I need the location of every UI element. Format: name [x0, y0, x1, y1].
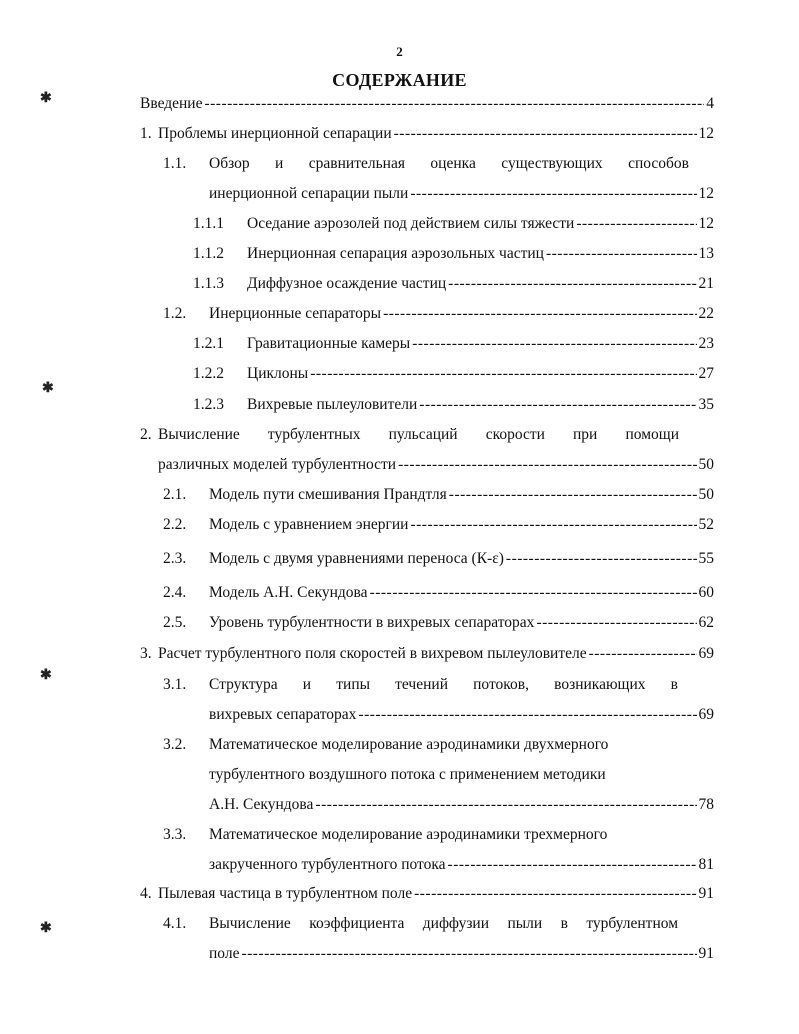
toc-entry — [140, 123, 714, 145]
toc-entry-text: Расчет турбулентного поля скоростей в вихревом пылеуловителе — [158, 645, 587, 662]
toc-entry-page: 12 — [698, 185, 714, 202]
toc-entry-page: 55 — [698, 550, 714, 567]
toc-leader — [241, 943, 696, 965]
toc-entry-page: 23 — [698, 335, 714, 352]
toc-entry-page: 13 — [698, 245, 714, 262]
toc-entry-number: 4.1. — [163, 915, 187, 932]
toc-entry-number: 3.2. — [163, 736, 187, 753]
toc-entry-page: 4 — [706, 95, 714, 112]
toc-entry-number: 1.1. — [163, 155, 187, 172]
toc-entry-text: Математическое моделирование аэродинамики двухмерного — [209, 736, 609, 753]
toc-entry-text: поле — [209, 945, 240, 962]
toc-entry-page: 78 — [698, 796, 714, 813]
toc-entry-text: Гравитационные камеры — [247, 335, 411, 352]
toc-leader — [370, 582, 697, 604]
toc-entry-page: 62 — [698, 614, 714, 631]
toc-leader — [506, 548, 697, 570]
toc-entry — [163, 153, 689, 175]
toc-entry-page: 50 — [698, 486, 714, 503]
toc-entry — [193, 213, 714, 235]
toc-leader — [410, 183, 696, 205]
toc-entry — [163, 824, 683, 846]
toc-entry-number: 2. — [140, 426, 152, 443]
toc-entry-text: Обзор и сравнительная оценка существующих способов — [209, 155, 689, 172]
toc-leader — [398, 454, 696, 476]
toc-entry — [163, 674, 678, 696]
toc-entry-page: 91 — [698, 945, 714, 962]
toc-entry — [140, 93, 714, 115]
toc-entry-page: 69 — [698, 706, 714, 723]
toc-entry-text: Введение — [140, 95, 203, 112]
toc-leader — [448, 273, 696, 295]
toc-leader — [576, 213, 696, 235]
toc-entry-page: 27 — [698, 365, 714, 382]
toc-entry-number: 1.2.2 — [193, 365, 224, 382]
toc-entry-text: Модель А.Н. Секундова — [209, 584, 368, 601]
toc-entry-number: 1. — [140, 125, 152, 142]
toc-entry — [140, 883, 714, 905]
toc-entry — [158, 454, 714, 476]
toc-entry-text: Инерционные сепараторы — [209, 305, 382, 322]
toc-entry — [209, 183, 714, 205]
margin-mark: ✱ — [40, 921, 52, 936]
toc-entry — [193, 363, 714, 385]
toc-leader — [546, 243, 697, 265]
toc-entry — [209, 943, 714, 965]
toc-entry-text: Оседание аэрозолей под действием силы тяжести — [247, 215, 575, 232]
toc-entry-page: 12 — [698, 215, 714, 232]
toc-entry — [193, 394, 714, 416]
toc-leader — [394, 123, 697, 145]
toc-entry-page: 12 — [698, 125, 714, 142]
toc-entry-page: 21 — [698, 275, 714, 292]
toc-entry-number: 1.1.2 — [193, 245, 224, 262]
toc-entry-page: 35 — [698, 396, 714, 413]
toc-entry-number: 1.2. — [163, 305, 187, 322]
toc-entry — [163, 484, 714, 506]
toc-entry-text: Вычисление коэффициента диффузии пыли в турбулентном — [209, 915, 678, 932]
toc-entry-text: Математическое моделирование аэродинамики трехмерного — [209, 826, 608, 843]
toc-entry-number: 2.5. — [163, 614, 187, 631]
toc-entry-text: различных моделей турбулентности — [158, 456, 397, 473]
toc-entry-page: 91 — [698, 885, 714, 902]
toc-leader — [419, 394, 696, 416]
toc-entry-page: 81 — [698, 856, 714, 873]
toc-entry-number: 3. — [140, 645, 152, 662]
toc-entry-text: Пылевая частица в турбулентном поле — [158, 885, 413, 902]
toc-leader — [315, 794, 696, 816]
toc-entry-text: закрученного турбулентного потока — [209, 856, 446, 873]
toc-entry-number: 1.1.3 — [193, 275, 224, 292]
toc-entry-text: Уровень турбулентности в вихревых сепараторах — [209, 614, 535, 631]
toc-entry — [193, 243, 714, 265]
toc-entry-text: Модель с уравнением энергии — [209, 516, 409, 533]
toc-entry-text: Модель с двумя уравнениями переноса (К-ε) — [209, 550, 504, 567]
toc-entry-number: 3.3. — [163, 826, 187, 843]
toc-entry-number: 3.1. — [163, 676, 187, 693]
toc-entry — [163, 734, 703, 756]
toc-entry-text: Вихревые пылеуловители — [247, 396, 418, 413]
margin-mark: ✱ — [42, 381, 54, 396]
toc-entry-text: Инерционная сепарация аэрозольных частиц — [247, 245, 544, 262]
toc-entry — [163, 303, 714, 325]
toc-entry — [140, 424, 679, 446]
toc-entry — [163, 548, 714, 570]
toc-entry-text: Проблемы инерционной сепарации — [158, 125, 392, 142]
toc-leader — [410, 514, 696, 536]
toc-entry-text: инерционной сепарации пыли — [209, 185, 409, 202]
toc-entry — [163, 913, 678, 935]
toc-leader — [414, 883, 696, 905]
toc-leader — [536, 612, 696, 634]
toc-leader — [449, 484, 697, 506]
toc-entry — [193, 333, 714, 355]
toc-entry-page: 22 — [698, 305, 714, 322]
toc-entry-number: 4. — [140, 885, 152, 902]
toc-entry-text: турбулентного воздушного потока с применением методики — [209, 766, 606, 783]
toc-entry-number: 2.4. — [163, 584, 187, 601]
toc-leader — [204, 93, 704, 115]
toc-entry — [209, 704, 714, 726]
toc-leader — [589, 643, 697, 665]
toc-entry-number: 2.2. — [163, 516, 187, 533]
page-number: 2 — [396, 44, 403, 59]
toc-entry-number: 1.2.1 — [193, 335, 224, 352]
toc-entry-number: 2.1. — [163, 486, 187, 503]
margin-mark: ✱ — [40, 668, 52, 683]
toc-entry-page: 50 — [698, 456, 714, 473]
toc-leader — [448, 854, 697, 876]
toc-entry-page: 60 — [698, 584, 714, 601]
toc-entry — [140, 643, 714, 665]
toc-entry — [193, 273, 714, 295]
toc-entry-number: 2.3. — [163, 550, 187, 567]
toc-entry-number: 1.2.3 — [193, 396, 224, 413]
toc-leader — [358, 704, 696, 726]
toc-entry-page: 52 — [698, 516, 714, 533]
toc-leader — [412, 333, 696, 355]
toc-entry-text: Вычисление турбулентных пульсаций скорости при помощи — [158, 426, 679, 443]
toc-entry-text: Модель пути смешивания Прандтля — [209, 486, 447, 503]
toc-entry-text: Диффузное осаждение частиц — [247, 275, 447, 292]
toc-leader — [383, 303, 696, 325]
toc-entry — [209, 794, 714, 816]
toc-entry — [163, 582, 714, 604]
toc-leader — [310, 363, 696, 385]
toc-entry — [163, 514, 714, 536]
toc-entry-text: вихревых сепараторах — [209, 706, 357, 723]
toc-entry — [163, 612, 714, 634]
toc-entry — [209, 764, 703, 786]
toc-entry-text: Структура и типы течений потоков, возникающих в — [209, 676, 678, 693]
toc-entry-page: 69 — [698, 645, 714, 662]
toc-entry-number: 1.1.1 — [193, 215, 224, 232]
toc-entry-text: А.Н. Секундова — [209, 796, 314, 813]
margin-mark: ✱ — [40, 91, 52, 106]
toc-entry-text: Циклоны — [247, 365, 309, 382]
toc-entry — [209, 854, 714, 876]
toc-title: СОДЕРЖАНИЕ — [332, 70, 467, 90]
